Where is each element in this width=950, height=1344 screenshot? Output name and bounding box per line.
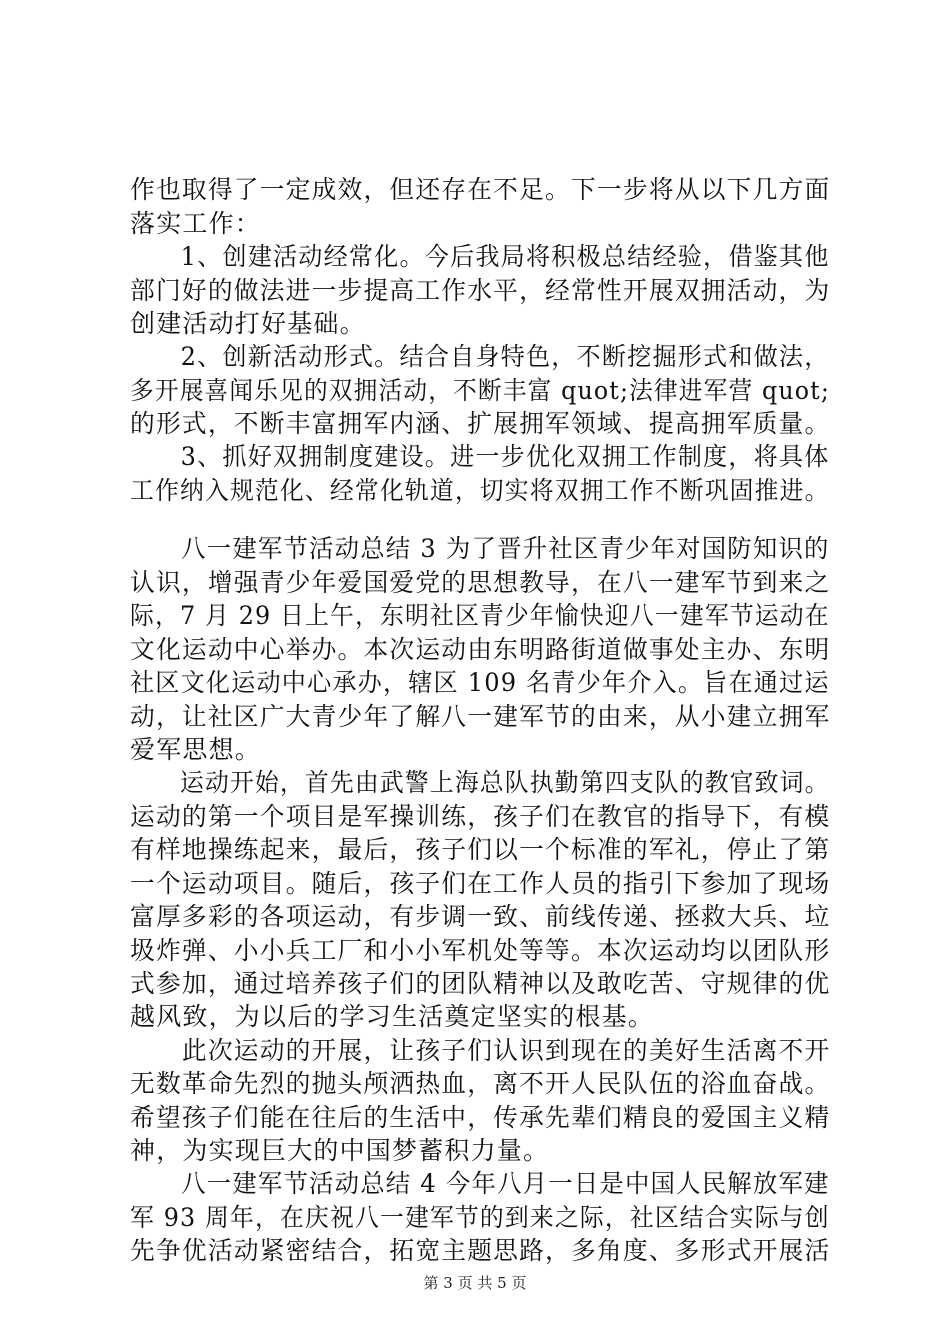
text-line: 社区文化运动中心承办，辖区 109 名青少年介入。旨在通过运 [130, 668, 830, 697]
text-line: 的形式，不断丰富拥军内涵、扩展拥军领域、提高拥军质量。 [130, 409, 831, 438]
text-line: 八一建军节活动总结 4 今年八月一日是中国人民解放军建 [130, 1169, 830, 1198]
page-footer: 第 3 页 共 5 页 [423, 1274, 527, 1292]
text-line: 富厚多彩的各项运动，有步调一致、前线传递、拯救大兵、垃 [130, 902, 831, 931]
text-line: 创建活动打好基础。 [130, 309, 366, 338]
text-line: 工作纳入规范化、经常化轨道，切实将双拥工作不断巩固推进。 [130, 476, 830, 505]
text-line: 多开展喜闻乐见的双拥活动，不断丰富 quot;法律进军营 quot; [130, 376, 830, 405]
text-line: 文化运动中心举办。本次运动由东明路街道做事处主办、东明 [130, 635, 831, 664]
text-line: 动，让社区广大青少年了解八一建军节的由来，从小建立拥军 [130, 702, 831, 731]
text-line: 先争优活动紧密结合，拓宽主题思路，多角度、多形式开展活 [130, 1236, 831, 1265]
text-line: 希望孩子们能在往后的生活中，传承先辈们精良的爱国主义精 [130, 1103, 831, 1132]
text-line: 落实工作： [130, 209, 262, 238]
text-line: 爱军思想。 [130, 735, 262, 764]
text-line: 越风致，为以后的学习生活奠定坚实的根基。 [130, 1002, 655, 1031]
text-line: 认识，增强青少年爱国爱党的思想教导，在八一建军节到来之 [130, 568, 831, 597]
text-line: 运动的第一个项目是军操训练，孩子们在教官的指导下，有模 [130, 802, 831, 831]
text-line: 作也取得了一定成效，但还存在不足。下一步将从以下几方面 [130, 175, 831, 204]
text-line: 无数革命先烈的抛头颅洒热血，离不开人民队伍的浴血奋战。 [130, 1069, 831, 1098]
text-line: 2、创新活动形式。结合自身特色，不断挖掘形式和做法， [130, 342, 830, 371]
text-line: 际，7 月 29 日上午，东明社区青少年愉快迎八一建军节运动在 [130, 601, 830, 630]
text-line: 八一建军节活动总结 3 为了晋升社区青少年对国防知识的 [130, 534, 830, 563]
text-line: 神，为实现巨大的中国梦蓄积力量。 [130, 1136, 550, 1165]
text-line: 有样地操练起来，最后，孩子们以一个标准的军礼，停止了第 [130, 835, 831, 864]
text-line: 式参加，通过培养孩子们的团队精神以及敢吃苦、守规律的优 [130, 969, 831, 998]
text-line: 运动开始，首先由武警上海总队执勤第四支队的教官致词。 [130, 768, 830, 797]
text-line: 圾炸弹、小小兵工厂和小小军机处等等。本次运动均以团队形 [130, 936, 831, 965]
text-line: 军 93 周年，在庆祝八一建军节的到来之际，社区结合实际与创 [130, 1203, 830, 1232]
text-line: 此次运动的开展，让孩子们认识到现在的美好生活离不开 [130, 1036, 831, 1065]
text-line: 1、创建活动经常化。今后我局将积极总结经验，借鉴其他 [130, 242, 830, 271]
text-line: 部门好的做法进一步提高工作水平，经常性开展双拥活动，为 [130, 276, 831, 305]
text-line: 一个运动项目。随后，孩子们在工作人员的指引下参加了现场 [130, 869, 831, 898]
text-line: 3、抓好双拥制度建设。进一步优化双拥工作制度，将具体 [130, 442, 830, 471]
